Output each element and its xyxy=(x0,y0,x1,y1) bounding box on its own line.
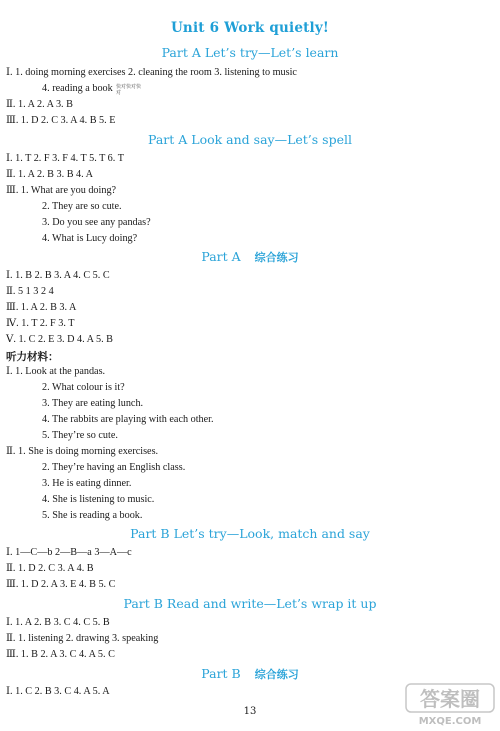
listening-line: 3. They are eating lunch. xyxy=(42,398,144,409)
answer-line: Ⅲ. 1. B 2. A 3. C 4. A 5. C xyxy=(6,649,115,660)
unit-title: Unit 6 Work quietly! xyxy=(170,20,330,36)
listening-line: 3. He is eating dinner. xyxy=(42,478,132,489)
answer-line: Ⅲ. 1. D 2. C 3. A 4. B 5. E xyxy=(6,115,116,126)
answer-line: Ⅱ. 5 1 3 2 4 xyxy=(6,286,54,297)
listening-line: Ⅱ. 1. She is doing morning exercises. xyxy=(6,446,159,457)
section-heading-cn: 综合练习 xyxy=(254,251,299,264)
answer-line: Ⅱ. 1. A 2. A 3. B xyxy=(6,99,73,110)
answer-line: Ⅰ. 1. C 2. B 3. C 4. A 5. A xyxy=(6,686,110,697)
answer-line: Ⅰ. 1. doing morning exercises 2. cleaning the room 3. listening to music xyxy=(6,67,297,78)
answer-line: Ⅰ. 1. T 2. F 3. F 4. T 5. T 6. T xyxy=(6,153,124,164)
section-heading-en: Part B xyxy=(201,666,241,681)
answer-line: Ⅱ. 1. listening 2. drawing 3. speaking xyxy=(6,633,159,644)
section-heading-en: Part A xyxy=(201,249,241,264)
answer-line: Ⅳ. 1. T 2. F 3. T xyxy=(6,318,75,329)
answer-line: 4. reading a book xyxy=(42,83,113,94)
answer-line: 2. They are so cute. xyxy=(42,201,122,212)
listening-line: 2. What colour is it? xyxy=(42,382,125,393)
section-heading-b2: Part B Read and write—Let’s wrap it up xyxy=(123,596,377,611)
answer-line: Ⅲ. 1. D 2. A 3. E 4. B 5. C xyxy=(6,579,116,590)
watermark-logo-text: 答案圈 xyxy=(420,687,480,711)
page-number: 13 xyxy=(243,706,257,717)
answer-line: Ⅰ. 1—C—b 2—B—a 3—A—c xyxy=(6,547,132,558)
listening-label: 听力材料： xyxy=(6,351,59,363)
answer-line: 3. Do you see any pandas? xyxy=(42,217,151,228)
listening-line: 4. She is listening to music. xyxy=(42,494,155,505)
answer-line: Ⅴ. 1. C 2. E 3. D 4. A 5. B xyxy=(6,334,113,345)
watermark-logo-icon xyxy=(404,682,496,728)
section-heading-cn: 综合练习 xyxy=(254,668,299,681)
section-heading-b1: Part B Let’s try—Look, match and say xyxy=(130,526,370,541)
section-heading-b3 xyxy=(0,666,500,682)
section-heading-a3 xyxy=(0,249,500,265)
listening-line: 2. They’re having an English class. xyxy=(42,462,186,473)
listening-line: 5. She is reading a book. xyxy=(42,510,143,521)
answer-line: 4. What is Lucy doing? xyxy=(42,233,138,244)
section-heading-a1: Part A Let’s try—Let’s learn xyxy=(161,45,339,60)
listening-line: 5. They’re so cute. xyxy=(42,430,118,441)
listening-line: Ⅰ. 1. Look at the pandas. xyxy=(6,366,106,377)
answer-line: Ⅰ. 1. B 2. B 3. A 4. C 5. C xyxy=(6,270,110,281)
overlay-text: 快对快对快对 xyxy=(116,84,142,96)
section-heading-a2: Part A Look and say—Let’s spell xyxy=(148,132,352,147)
answer-line: Ⅲ. 1. What are you doing? xyxy=(6,185,117,196)
listening-line: 4. The rabbits are playing with each other. xyxy=(42,414,214,425)
answer-line: Ⅱ. 1. A 2. B 3. B 4. A xyxy=(6,169,94,180)
watermark-url: MXQE.COM xyxy=(418,716,482,727)
answer-line: Ⅱ. 1. D 2. C 3. A 4. B xyxy=(6,563,94,574)
answer-line: Ⅲ. 1. A 2. B 3. A xyxy=(6,302,77,313)
answer-line: Ⅰ. 1. A 2. B 3. C 4. C 5. B xyxy=(6,617,110,628)
